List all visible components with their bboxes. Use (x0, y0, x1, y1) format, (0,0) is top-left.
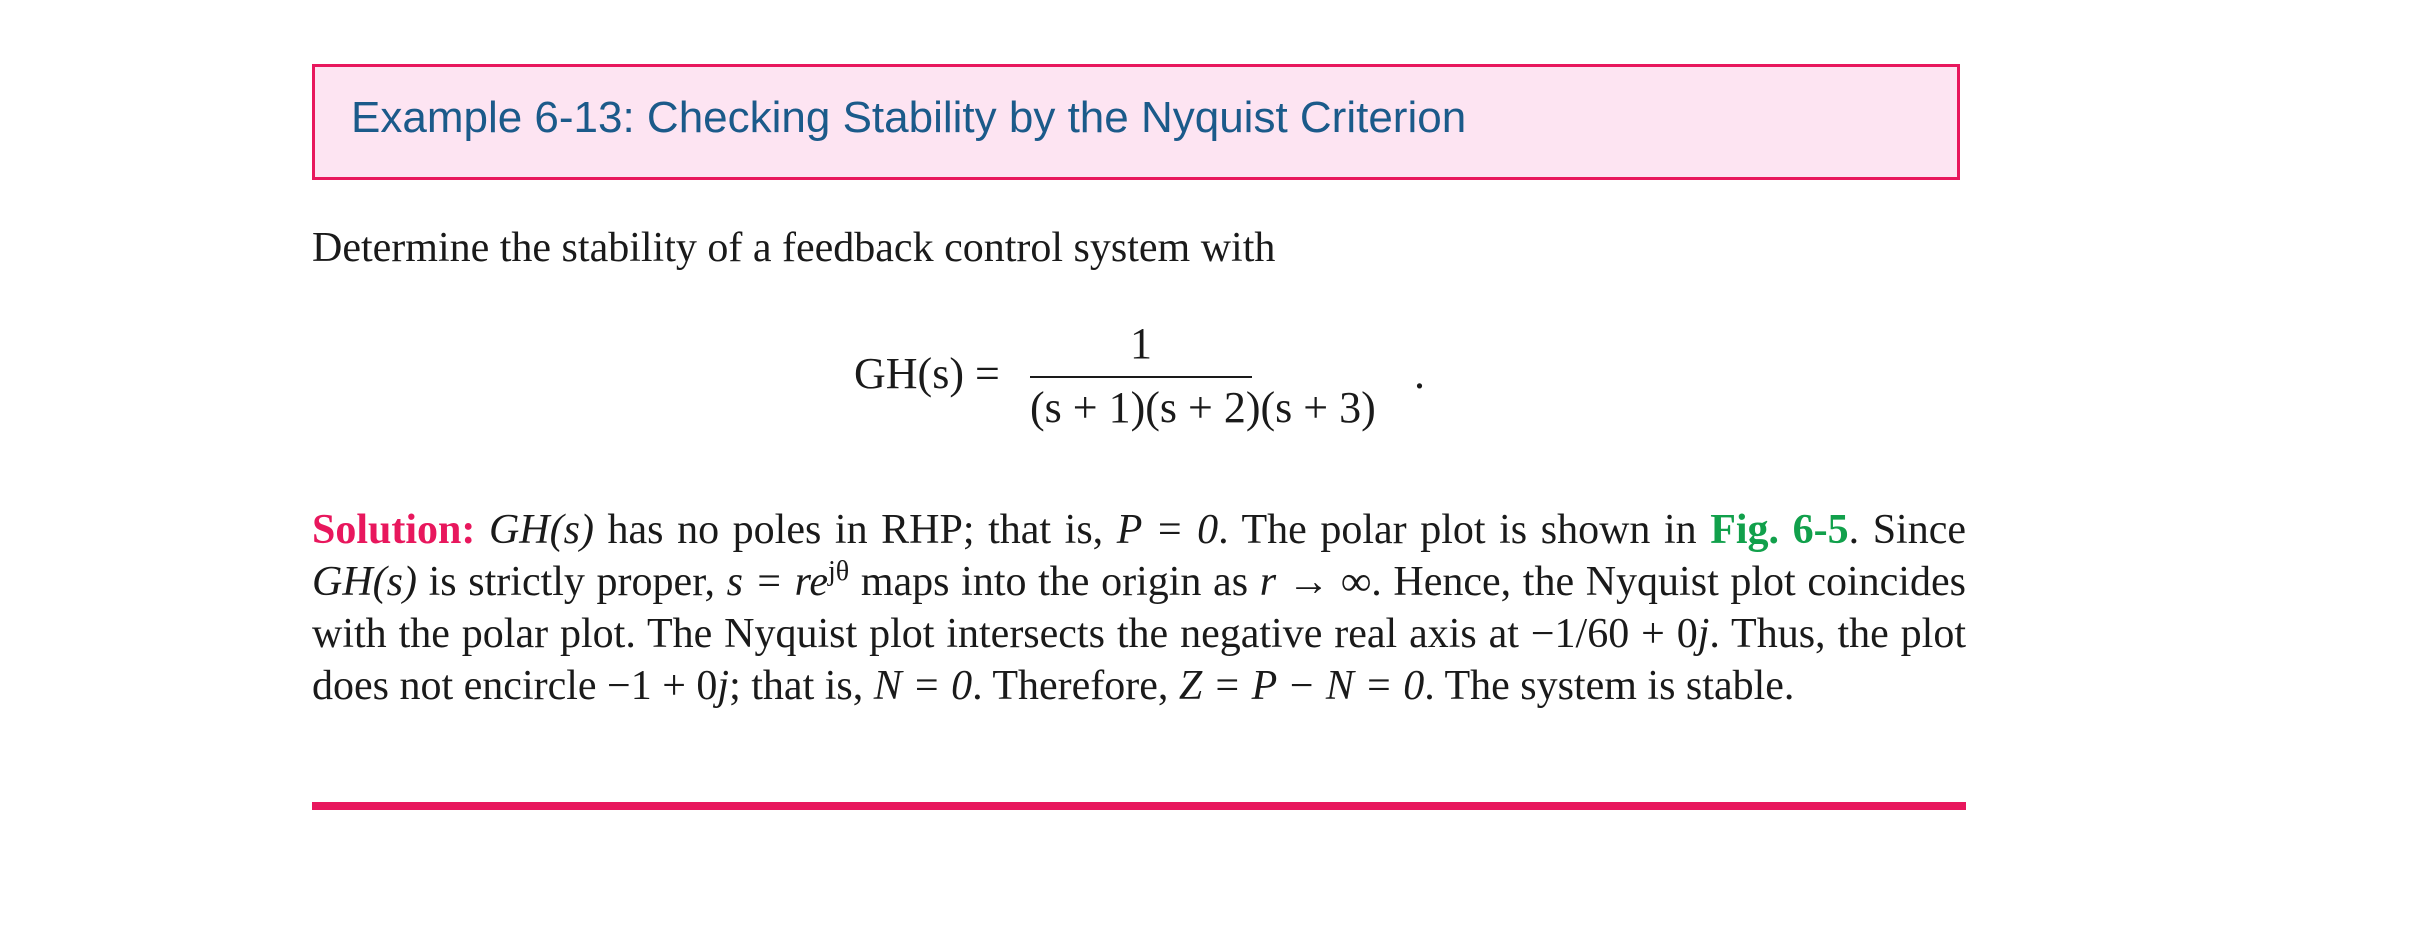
figure-reference-link[interactable]: Fig. 6-5 (1710, 507, 1849, 553)
math-gh: GH(s) (312, 559, 417, 605)
math-superscript: jθ (828, 556, 850, 587)
equation-numerator: 1 (1130, 319, 1152, 368)
solution-text: has no poles in RHP; that is, (593, 507, 1117, 553)
section-divider (312, 802, 1966, 810)
math-gh: GH(s) (488, 507, 594, 553)
problem-statement: Determine the stability of a feedback control system with (312, 225, 1276, 271)
solution-text: is strictly proper, (416, 559, 727, 605)
solution-text: maps into the origin as (849, 559, 1260, 605)
solution-label: Solution: (312, 507, 476, 553)
example-header-box (312, 64, 1960, 180)
math-j: j (1697, 611, 1710, 657)
solution-text: . Hence, the Nyquist plot coincides with the polar plot. The Nyquist plot intersects the negative real axis at −1/60 + 0 (312, 559, 1966, 657)
math-j: j (717, 663, 730, 709)
solution-paragraph (312, 504, 1966, 712)
math-n0: N = 0 (873, 663, 973, 709)
solution-text: ; that is, (729, 663, 874, 709)
equation-period: . (1414, 349, 1425, 398)
math-z-equation: Z = P − N = 0 (1178, 663, 1425, 709)
solution-text: . Therefore, (972, 663, 1179, 709)
solution-text: . The system is stable. (1424, 663, 1795, 709)
example-title: Example 6-13: Checking Stability by the Nyquist Criterion (351, 93, 1467, 142)
math-p0: P = 0 (1116, 507, 1219, 553)
math-r-limit: r → ∞ (1259, 559, 1372, 605)
solution-text: . Since (1848, 507, 1967, 553)
equation-fraction (1030, 318, 1376, 433)
equation-lhs: GH(s) = (854, 349, 1000, 398)
equation-denominator: (s + 1)(s + 2)(s + 3) (1030, 383, 1376, 432)
math-s-equation: s = re (726, 559, 829, 605)
solution-text: . Thus, the plot does not encircle −1 + 0 (312, 611, 1966, 709)
solution-text: . The polar plot is shown in (1218, 507, 1711, 553)
